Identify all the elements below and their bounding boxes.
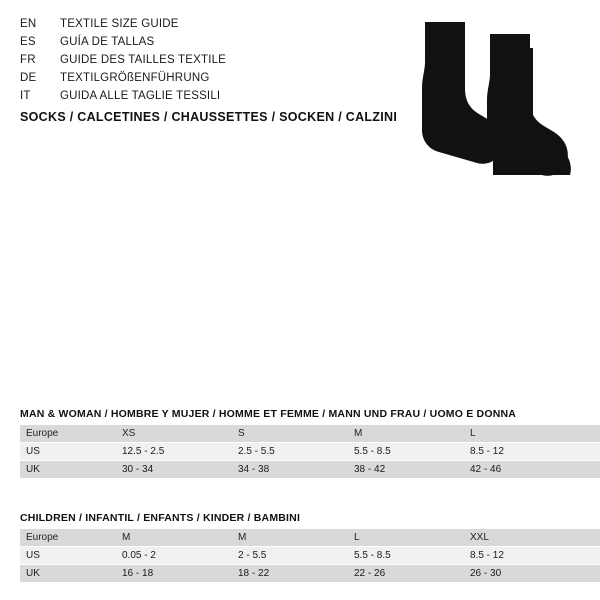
table-cell: L <box>348 529 464 547</box>
table-title: CHILDREN / INFANTIL / ENFANTS / KINDER / BAMBINI <box>20 512 301 524</box>
language-code: EN <box>20 18 37 30</box>
language-row <box>20 72 380 90</box>
table-cell: 2.5 - 5.5 <box>232 443 348 461</box>
language-code: IT <box>20 90 31 102</box>
table-cell: UK <box>20 565 116 583</box>
language-label: TEXTILE SIZE GUIDE <box>60 18 179 30</box>
table-cell: 8.5 - 12 <box>464 547 600 565</box>
table-cell: 8.5 - 12 <box>464 443 600 461</box>
table-cell: M <box>348 425 464 443</box>
language-row <box>20 90 380 108</box>
table-row <box>20 547 600 565</box>
table-cell: 0.05 - 2 <box>116 547 232 565</box>
size-table-children <box>20 512 580 583</box>
table-row <box>20 425 600 443</box>
table-cell: S <box>232 425 348 443</box>
language-code: ES <box>20 36 36 48</box>
language-label: GUIDE DES TAILLES TEXTILE <box>60 54 227 66</box>
table-cell: 5.5 - 8.5 <box>348 547 464 565</box>
socks-illustration <box>405 18 575 178</box>
table-cell: 34 - 38 <box>232 461 348 479</box>
table-cell: M <box>232 529 348 547</box>
table-cell: 38 - 42 <box>348 461 464 479</box>
table-cell: 42 - 46 <box>464 461 600 479</box>
adult-size-table <box>20 425 600 479</box>
language-label: GUÍA DE TALLAS <box>60 36 155 48</box>
language-row <box>20 18 380 36</box>
table-row <box>20 461 600 479</box>
table-row <box>20 565 600 583</box>
table-cell: 12.5 - 2.5 <box>116 443 232 461</box>
children-size-table <box>20 529 600 583</box>
table-cell: L <box>464 425 600 443</box>
table-cell: M <box>116 529 232 547</box>
table-title: MAN & WOMAN / HOMBRE Y MUJER / HOMME ET FEMME / MANN UND FRAU / UOMO E DONNA <box>20 408 517 420</box>
table-row <box>20 529 600 547</box>
table-cell: XS <box>116 425 232 443</box>
language-label: GUIDA ALLE TAGLIE TESSILI <box>60 90 221 102</box>
table-cell: 26 - 30 <box>464 565 600 583</box>
table-cell: XXL <box>464 529 600 547</box>
table-cell: 30 - 34 <box>116 461 232 479</box>
language-label: TEXTILGRÖßENFÜHRUNG <box>60 72 210 84</box>
table-cell: US <box>20 443 116 461</box>
product-category-title: SOCKS / CALCETINES / CHAUSSETTES / SOCKEN / CALZINI <box>20 110 398 124</box>
table-cell: Europe <box>20 425 116 443</box>
language-row <box>20 54 380 72</box>
table-cell: US <box>20 547 116 565</box>
language-row <box>20 36 380 54</box>
table-cell: UK <box>20 461 116 479</box>
language-list <box>20 18 380 108</box>
table-cell: Europe <box>20 529 116 547</box>
size-table-adult <box>20 408 580 479</box>
language-code: DE <box>20 72 37 84</box>
language-code: FR <box>20 54 36 66</box>
table-cell: 5.5 - 8.5 <box>348 443 464 461</box>
table-cell: 22 - 26 <box>348 565 464 583</box>
table-cell: 16 - 18 <box>116 565 232 583</box>
table-row <box>20 443 600 461</box>
table-cell: 2 - 5.5 <box>232 547 348 565</box>
table-cell: 18 - 22 <box>232 565 348 583</box>
